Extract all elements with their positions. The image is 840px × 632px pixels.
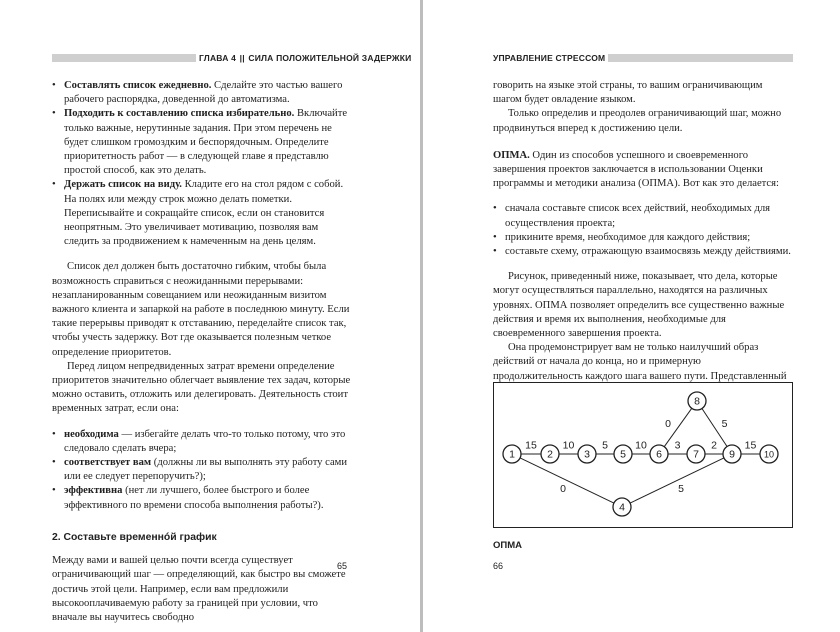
list-item: • составьте схему, отражающую взаимосвязь между действиями. bbox=[493, 245, 793, 259]
page-number: 66 bbox=[493, 561, 504, 571]
edge-weight: 10 bbox=[635, 439, 647, 452]
list-item: • прикините время, необходимое для каждого действия; bbox=[493, 231, 793, 245]
edge-weight: 10 bbox=[562, 439, 575, 452]
figure-caption: ОПМА bbox=[493, 540, 522, 551]
edge-weight: 3 bbox=[674, 439, 681, 452]
edge-weight: 15 bbox=[525, 439, 537, 452]
node-label: 2 bbox=[547, 448, 553, 461]
list-item: • Подходить к составлению списка избирательно. Включайте только важные, нерутинные задания. При этом перечень не будет слишком громоздким и беспорядочным. Определите приоритетность работ — в следующей главе я представлю простой способ, как это делать. bbox=[52, 107, 352, 178]
node-label: 6 bbox=[656, 448, 662, 461]
list-item: • Составлять список ежедневно. Сделайте это частью вашего рабочего распорядка, доведенной до автоматизма. bbox=[52, 79, 352, 107]
paragraph: Между вами и вашей целью почти всегда существует ограничивающий шаг — определяющий, как быстро вы сможете достичь этой цели. Например, если вам предложили высокооплачиваемую работу за границей при условии, что вначале вы научитесь свободно bbox=[52, 555, 346, 623]
paragraph: ОПМА. Один из способов успешного и своевременного завершения проектов заключается в использовании Оценки программы и методики анализа (ОПМА). Вот как это делается: bbox=[493, 149, 779, 190]
running-header bbox=[490, 54, 608, 63]
node-label: 8 bbox=[694, 395, 700, 408]
opma-term: ОПМА. bbox=[493, 149, 530, 161]
edge-weight: 5 bbox=[678, 483, 684, 495]
node-label: 10 bbox=[763, 449, 775, 460]
edge-weight: 5 bbox=[721, 418, 728, 430]
node-label: 1 bbox=[509, 448, 515, 461]
diagram-frame bbox=[494, 383, 793, 528]
paragraph: говорить на языке этой страны, то вашим ограничивающим шагом будет овладение языком. bbox=[493, 80, 763, 106]
paragraph: Она продемонстрирует вам не только наилучший образ действий от начала до конца, но и примерную продолжительность каждого шага вашего пути. Представленный bbox=[493, 342, 787, 382]
edge-weight: 0 bbox=[560, 483, 566, 495]
paragraph: Перед лицом непредвиденных затрат времени определение приоритетов значительно облегчает выявление тех задач, которые можно оставить, отложить или делегировать. Деятельность стоит временных затрат, если она: bbox=[52, 360, 351, 415]
right-page bbox=[423, 0, 840, 632]
chapter-title: СИЛА ПОЛОЖИТЕЛЬНОЙ ЗАДЕРЖКИ bbox=[248, 53, 412, 63]
node-label: 3 bbox=[584, 448, 590, 461]
criteria-list bbox=[52, 428, 352, 513]
section-heading: 2. Составьте временнóй график bbox=[52, 531, 217, 543]
edge-weight: 15 bbox=[744, 439, 757, 452]
edge-weight: 0 bbox=[665, 418, 671, 430]
running-header bbox=[196, 54, 414, 63]
edge-weight: 2 bbox=[711, 439, 717, 452]
paragraph: Только определив и преодолев ограничивающий шаг, можно продвинуться вперед к достижению цели. bbox=[493, 108, 782, 134]
node-label: 7 bbox=[693, 448, 699, 461]
node-label: 4 bbox=[619, 501, 625, 514]
book-title: УПРАВЛЕНИЕ СТРЕССОМ bbox=[493, 53, 606, 63]
chapter-label: ГЛАВА 4 bbox=[199, 53, 237, 63]
paragraph: Рисунок, приведенный ниже, показывает, что дела, которые могут осуществляться параллельно, находятся на различных уровнях. ОПМА позволяет определить все существенно важные действия и время их выполнения, необходимые для своевременного завершения проекта. bbox=[493, 271, 785, 340]
header-separator: || bbox=[239, 53, 245, 63]
list-item: • соответствует вам (должны ли вы выполнять эту работу сами или ее следует перепоручить?); bbox=[52, 456, 352, 484]
left-page-text bbox=[52, 79, 352, 625]
node-label: 5 bbox=[620, 448, 626, 461]
tips-list bbox=[52, 79, 352, 249]
node-label: 9 bbox=[729, 448, 735, 461]
list-item: • сначала составьте список всех действий, необходимых для осуществления проекта; bbox=[493, 202, 793, 230]
steps-list bbox=[493, 202, 793, 259]
pert-diagram bbox=[493, 382, 793, 533]
page-number: 65 bbox=[337, 561, 348, 571]
list-item: • необходима — избегайте делать что-то только потому, что это следовало сделать вчера; bbox=[52, 428, 352, 456]
paragraph: Список дел должен быть достаточно гибким, чтобы была возможность справиться с неожиданными перерывами: незапланированным совещанием или неожиданным визитом важного клиента и запаркой на работе в последнюю минуту. Если такие перерывы приводят к отставанию, переделайте список так, чтобы учесть задержку. Вот где оказывается полезным четкое определение приоритетов. bbox=[52, 261, 350, 358]
pert-network bbox=[493, 382, 793, 528]
list-item: • Держать список на виду. Кладите его на стол рядом с собой. На полях или между строк можно делать пометки. Переписывайте и сокращайте список, если он становится неопрятным. Это увеличивает мотивацию, позволяя вам следить за продвижением к намеченным на день целям. bbox=[52, 178, 352, 249]
edge-weight: 5 bbox=[602, 439, 608, 452]
list-item: • эффективна (нет ли лучшего, более быстрого и более эффективного по времени способа выполнения работы?). bbox=[52, 484, 352, 512]
right-page-text bbox=[493, 79, 793, 412]
